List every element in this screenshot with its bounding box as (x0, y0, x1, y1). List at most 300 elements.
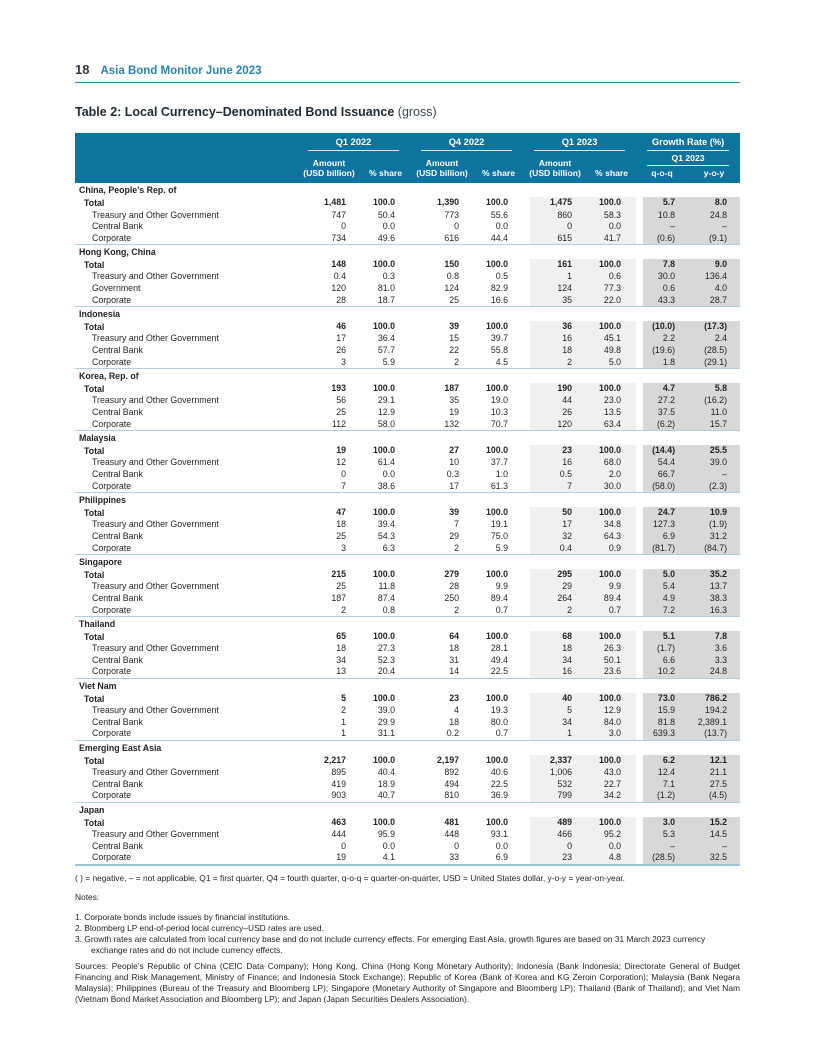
value-cell: 1 (523, 728, 587, 740)
row-label: Treasury and Other Government (92, 643, 219, 654)
value-cell: 5.8 (688, 383, 740, 396)
table-row (75, 581, 740, 593)
value-cell: 100.0 (373, 259, 396, 270)
value-cell: 25 (336, 407, 346, 417)
value-cell: 100.0 (486, 321, 509, 332)
value-cell: 29.9 (377, 716, 396, 727)
row-label: Total (84, 383, 105, 394)
country-label: Indonesia (75, 307, 740, 321)
value-cell: 18 (523, 345, 587, 357)
value-cell: 58.3 (587, 210, 636, 222)
value-cell: 187 (444, 383, 460, 394)
value-cell: 70.7 (490, 418, 509, 429)
table-row (75, 197, 740, 210)
country-row (75, 307, 740, 321)
row-label: Total (84, 569, 105, 580)
value-cell: 0.8 (446, 271, 460, 282)
value-cell: 100.0 (373, 569, 396, 580)
value-cell: 215 (331, 569, 346, 580)
value-cell: 100.0 (373, 321, 396, 332)
value-cell: 100.0 (486, 383, 509, 394)
country-label: China, People’s Rep. of (79, 185, 177, 196)
value-cell: 6.2 (636, 755, 688, 768)
note-3: 3. Growth rates are calculated from local currency base and do not include currency effects. For emerging East Asia, growth figures are based on 31 March 2023 currency exchange rates and do not include currency effects. (75, 933, 706, 955)
row-label: Total (84, 445, 105, 456)
row-label: Total (84, 631, 105, 642)
row-label: Treasury and Other Government (92, 457, 219, 468)
value-cell: 25 (336, 581, 346, 592)
value-cell: 7 (523, 481, 587, 493)
value-cell: 5.7 (636, 197, 688, 210)
value-cell: 54.4 (636, 457, 688, 469)
value-cell: 799 (523, 790, 587, 802)
table-header (75, 133, 740, 183)
row-label: Central Bank (92, 221, 143, 232)
value-cell: 19 (449, 407, 460, 417)
value-cell: 100.0 (373, 817, 396, 828)
value-cell: 100.0 (486, 817, 509, 828)
value-cell: 6.9 (474, 852, 523, 865)
value-cell: 19.3 (490, 705, 509, 716)
value-cell: 747 (331, 209, 346, 220)
col-group-growth-rate: Growth Rate (%) (636, 133, 740, 151)
row-label: Corporate (92, 294, 132, 305)
value-cell: 9.9 (587, 581, 636, 593)
value-cell: 49.4 (490, 654, 509, 665)
value-cell: 18 (336, 643, 346, 654)
country-row (75, 803, 740, 817)
value-cell: 34 (523, 655, 587, 667)
value-cell: 810 (444, 790, 460, 801)
value-cell: 49.6 (377, 232, 396, 243)
value-cell: 36.4 (377, 333, 396, 344)
table-row (75, 829, 740, 841)
table-row (75, 221, 740, 233)
value-cell: 3.0 (636, 817, 688, 830)
row-label: Central Bank (92, 468, 143, 479)
value-cell: 481 (444, 817, 460, 828)
value-cell: 31 (449, 654, 460, 665)
value-cell: 0.7 (495, 604, 509, 615)
value-cell: 11.8 (378, 581, 396, 592)
country-row (75, 431, 740, 445)
table-row (75, 767, 740, 779)
table-row (75, 469, 740, 481)
value-cell: 100.0 (486, 631, 509, 642)
share-header-q1-2023: % share (587, 151, 636, 183)
value-cell: 100.0 (486, 197, 509, 208)
value-cell: 892 (444, 767, 460, 778)
value-cell: 12.9 (377, 407, 396, 417)
value-cell: 0.7 (495, 728, 509, 739)
value-cell: 45.1 (587, 333, 636, 345)
value-cell: 0.5 (523, 469, 587, 481)
value-cell: 1 (341, 716, 346, 727)
value-cell: (29.1) (688, 357, 740, 369)
table-row (75, 271, 740, 283)
value-cell: 14.5 (688, 829, 740, 841)
table-row (75, 666, 740, 678)
value-cell: (1.9) (688, 519, 740, 531)
value-cell: 40.4 (377, 767, 396, 778)
value-cell: 38.6 (377, 480, 396, 491)
value-cell: 34 (523, 717, 587, 729)
table-row (75, 210, 740, 222)
table-row (75, 705, 740, 717)
value-cell: 93.1 (490, 829, 509, 840)
value-cell: 27 (449, 445, 460, 456)
row-label: Treasury and Other Government (92, 209, 219, 220)
value-cell: 100.0 (373, 507, 396, 518)
table-row (75, 283, 740, 295)
value-cell: 39 (449, 321, 460, 332)
value-cell: 28.1 (490, 643, 509, 654)
value-cell: 68.0 (587, 457, 636, 469)
row-label: Treasury and Other Government (92, 395, 219, 406)
value-cell: 39.0 (688, 457, 740, 469)
value-cell: (19.6) (636, 345, 688, 357)
value-cell: 7 (341, 480, 346, 491)
qoq-header: q-o-q (636, 166, 688, 183)
value-cell: 65 (336, 631, 346, 642)
country-label: Singapore (75, 555, 740, 569)
value-cell: 194.2 (688, 705, 740, 717)
value-cell: 0.0 (382, 221, 396, 232)
value-cell: (0.6) (636, 233, 688, 245)
value-cell: 13 (336, 666, 346, 677)
value-cell: 0.4 (333, 271, 346, 282)
row-label: Corporate (92, 728, 132, 739)
value-cell: (81.7) (636, 543, 688, 555)
row-label: Corporate (92, 232, 132, 243)
value-cell: 50.4 (377, 209, 396, 220)
row-label: Government (92, 283, 141, 294)
table-body (75, 183, 740, 865)
row-label: Central Bank (92, 345, 143, 356)
row-label: Corporate (92, 356, 132, 367)
row-label: Treasury and Other Government (92, 829, 219, 840)
value-cell: 73.0 (636, 693, 688, 706)
value-cell: 0.0 (382, 468, 396, 479)
value-cell: 615 (523, 233, 587, 245)
value-cell: 150 (444, 259, 460, 270)
value-cell: 0.6 (636, 283, 688, 295)
value-cell: 9.0 (688, 259, 740, 272)
value-cell: 14 (449, 666, 460, 677)
value-cell: 3 (341, 542, 346, 553)
value-cell: 43.3 (636, 295, 688, 307)
value-cell: 10.9 (688, 507, 740, 520)
value-cell: 2,337 (523, 755, 587, 768)
table-row (75, 419, 740, 431)
value-cell: 12.1 (688, 755, 740, 768)
value-cell: 4.0 (688, 283, 740, 295)
value-cell: 10.8 (636, 210, 688, 222)
value-cell: 124 (523, 283, 587, 295)
value-cell: 29 (449, 530, 460, 541)
value-cell: 28 (449, 581, 460, 592)
value-cell: 25 (336, 530, 346, 541)
table-row (75, 790, 740, 802)
value-cell: 0 (341, 840, 346, 851)
value-cell: 100.0 (486, 445, 509, 456)
value-cell: 444 (331, 829, 346, 840)
value-cell: 100.0 (587, 693, 636, 706)
table-row (75, 333, 740, 345)
value-cell: 0.3 (382, 271, 396, 282)
amount-header-q1-2022: Amount (USD billion) (297, 151, 361, 183)
row-label: Corporate (92, 418, 132, 429)
value-cell: 54.3 (377, 530, 396, 541)
amount-header-q1-2023: Amount (USD billion) (523, 151, 587, 183)
value-cell: 7.8 (688, 631, 740, 644)
value-cell: 100.0 (486, 693, 509, 704)
value-cell: 34.8 (587, 519, 636, 531)
row-label: Central Bank (92, 654, 143, 665)
value-cell: 187 (331, 592, 346, 603)
value-cell: 5.1 (636, 631, 688, 644)
value-cell: 22.5 (490, 778, 509, 789)
value-cell: 100.0 (587, 445, 636, 458)
value-cell: 148 (331, 259, 346, 270)
table-row (75, 321, 740, 334)
table-row (75, 779, 740, 791)
value-cell: 13.5 (587, 407, 636, 419)
value-cell: 132 (444, 418, 460, 429)
value-cell: 25.5 (688, 445, 740, 458)
value-cell: 532 (523, 779, 587, 791)
value-cell: 36 (523, 321, 587, 334)
value-cell: 18.7 (377, 294, 396, 305)
value-cell: 616 (444, 232, 460, 243)
table-row (75, 295, 740, 307)
value-cell: 81.0 (377, 283, 396, 294)
value-cell: 35.2 (688, 569, 740, 582)
value-cell: 31.1 (377, 728, 396, 739)
value-cell: 55.8 (490, 345, 509, 356)
value-cell: 2.2 (636, 333, 688, 345)
value-cell: 77.3 (587, 283, 636, 295)
value-cell: 50 (523, 507, 587, 520)
value-cell: (28.5) (688, 345, 740, 357)
value-cell: 38.3 (688, 593, 740, 605)
share-header-q4-2022: % share (474, 151, 523, 183)
row-label: Treasury and Other Government (92, 271, 219, 282)
value-cell: 0.2 (446, 728, 460, 739)
value-cell: 17 (523, 519, 587, 531)
value-cell: 40 (523, 693, 587, 706)
value-cell: 82.9 (490, 283, 509, 294)
value-cell: 8.0 (688, 197, 740, 210)
row-label: Treasury and Other Government (92, 333, 219, 344)
value-cell: 1.0 (495, 468, 509, 479)
value-cell: 40.7 (377, 790, 396, 801)
value-cell: 31.2 (688, 531, 740, 543)
table-row (75, 457, 740, 469)
value-cell: 10.2 (636, 666, 688, 678)
value-cell: 100.0 (587, 569, 636, 582)
value-cell: 43.0 (587, 767, 636, 779)
value-cell: 903 (331, 790, 346, 801)
value-cell: 30.0 (587, 481, 636, 493)
value-cell: (6.2) (636, 419, 688, 431)
value-cell: 23.6 (587, 666, 636, 678)
value-cell: 0 (454, 840, 460, 851)
publication-title: Asia Bond Monitor June 2023 (100, 65, 262, 77)
value-cell: 0 (454, 221, 460, 232)
value-cell: (1.2) (636, 790, 688, 802)
value-cell: 0.5 (495, 271, 509, 282)
value-cell: 22 (449, 345, 460, 356)
value-cell: 80.0 (490, 716, 509, 727)
value-cell: 100.0 (373, 631, 396, 642)
value-cell: 100.0 (587, 507, 636, 520)
value-cell: (14.4) (636, 445, 688, 458)
value-cell: 100.0 (373, 445, 396, 456)
value-cell: 1,475 (523, 197, 587, 210)
table-row (75, 357, 740, 369)
value-cell: 0.9 (587, 543, 636, 555)
value-cell: 5 (341, 693, 346, 704)
value-cell: (10.0) (636, 321, 688, 334)
table-row (75, 755, 740, 768)
value-cell: 22.7 (587, 779, 636, 791)
value-cell: 100.0 (486, 755, 509, 766)
sources-paragraph: Sources: People’s Republic of China (CEIC Data Company); Hong Kong, China (Hong Kong Monetary Authority); Indonesia (Bank Indonesia; Directorate General of Budget Financing and Risk Management, Ministry of Finance; and Indonesia Stock Exchange); Republic of Korea (Bank of Korea and KG Zeroin Corporation); Malaysia (Bank Negara Malaysia); Philippines (Bureau of the Treasury and Bloomberg LP); Singapore (Monetary Authority of Singapore and Bloomberg LP); Thailand (Bank of Thailand); and Viet Nam (Vietnam Bond Market Association and Bloomberg LP); and Japan (Japan Securities Dealers Association). (75, 960, 740, 1005)
table-title (75, 105, 740, 119)
table-row (75, 605, 740, 617)
table-row (75, 481, 740, 493)
value-cell: 100.0 (587, 197, 636, 210)
value-cell: 37.5 (636, 407, 688, 419)
table-row (75, 543, 740, 555)
value-cell: 0.7 (587, 605, 636, 617)
value-cell: 2,197 (437, 755, 460, 766)
value-cell: 1 (523, 271, 587, 283)
value-cell: 15 (449, 333, 460, 344)
value-cell: 39.4 (377, 519, 396, 530)
value-cell: 15.2 (688, 817, 740, 830)
value-cell: 95.2 (587, 829, 636, 841)
value-cell: 639.3 (636, 728, 688, 740)
value-cell: 3.3 (688, 655, 740, 667)
value-cell: 4 (454, 705, 460, 716)
value-cell: 2 (523, 605, 587, 617)
value-cell: 23 (523, 852, 587, 865)
table-row (75, 519, 740, 531)
value-cell: 30.0 (636, 271, 688, 283)
value-cell: 2.4 (688, 333, 740, 345)
value-cell: 161 (523, 259, 587, 272)
value-cell: 895 (331, 767, 346, 778)
value-cell: 5.0 (587, 357, 636, 369)
value-cell: 50.1 (587, 655, 636, 667)
value-cell: 4.5 (495, 356, 509, 367)
row-label: Corporate (92, 666, 132, 677)
value-cell: 7 (454, 519, 460, 530)
value-cell: 26.3 (587, 643, 636, 655)
table-row (75, 507, 740, 520)
country-label: Thailand (75, 617, 740, 631)
value-cell: 2,217 (323, 755, 346, 766)
value-cell: 44 (523, 395, 587, 407)
value-cell: 27.5 (688, 779, 740, 791)
value-cell: 47 (336, 507, 346, 518)
value-cell: 2 (454, 604, 460, 615)
value-cell: 17 (336, 333, 346, 344)
value-cell: 0.0 (495, 840, 509, 851)
value-cell: 100.0 (587, 259, 636, 272)
value-cell: 2 (454, 356, 460, 367)
value-cell: 7.1 (636, 779, 688, 791)
table-row (75, 593, 740, 605)
value-cell: 6.3 (382, 542, 396, 553)
value-cell: 19 (297, 852, 361, 865)
value-cell: 0.4 (523, 543, 587, 555)
table-row (75, 233, 740, 245)
value-cell: 0.6 (587, 271, 636, 283)
value-cell: 1 (341, 728, 346, 739)
value-cell: 28.7 (688, 295, 740, 307)
table-row (75, 728, 740, 740)
row-label: Total (84, 321, 105, 332)
value-cell: 26 (523, 407, 587, 419)
value-cell: 19 (336, 445, 346, 456)
value-cell: 40.6 (490, 767, 509, 778)
country-label: Malaysia (75, 431, 740, 445)
value-cell: 5 (523, 705, 587, 717)
value-cell: 734 (331, 232, 346, 243)
value-cell: (28.5) (636, 852, 688, 865)
value-cell: 12.4 (636, 767, 688, 779)
value-cell: 5.3 (636, 829, 688, 841)
value-cell: 5.9 (495, 542, 509, 553)
table-row (75, 631, 740, 644)
value-cell: 100.0 (587, 817, 636, 830)
value-cell: 5.0 (636, 569, 688, 582)
value-cell: 24.8 (688, 666, 740, 678)
value-cell: 3.0 (587, 728, 636, 740)
value-cell: 0 (341, 468, 346, 479)
value-cell: 19.0 (490, 395, 509, 406)
value-cell: 21.1 (688, 767, 740, 779)
value-cell: 295 (523, 569, 587, 582)
value-cell: (2.3) (688, 481, 740, 493)
value-cell: 16 (523, 333, 587, 345)
country-row (75, 369, 740, 383)
value-cell: 463 (331, 817, 346, 828)
value-cell: (84.7) (688, 543, 740, 555)
value-cell: 39.7 (490, 333, 509, 344)
value-cell: 68 (523, 631, 587, 644)
table-row (75, 259, 740, 272)
value-cell: 494 (444, 778, 460, 789)
value-cell: 100.0 (373, 383, 396, 394)
value-cell: – (688, 841, 740, 853)
value-cell: 16 (523, 666, 587, 678)
value-cell: – (688, 221, 740, 233)
value-cell: 6.6 (636, 655, 688, 667)
value-cell: 9.9 (495, 581, 509, 592)
value-cell: 112 (331, 418, 346, 429)
value-cell: 4.1 (361, 852, 410, 865)
value-cell: 1,390 (437, 197, 460, 208)
value-cell: (9.1) (688, 233, 740, 245)
row-label: Total (84, 507, 105, 518)
table-row (75, 345, 740, 357)
country-label: Japan (75, 803, 740, 817)
value-cell: 2.0 (587, 469, 636, 481)
